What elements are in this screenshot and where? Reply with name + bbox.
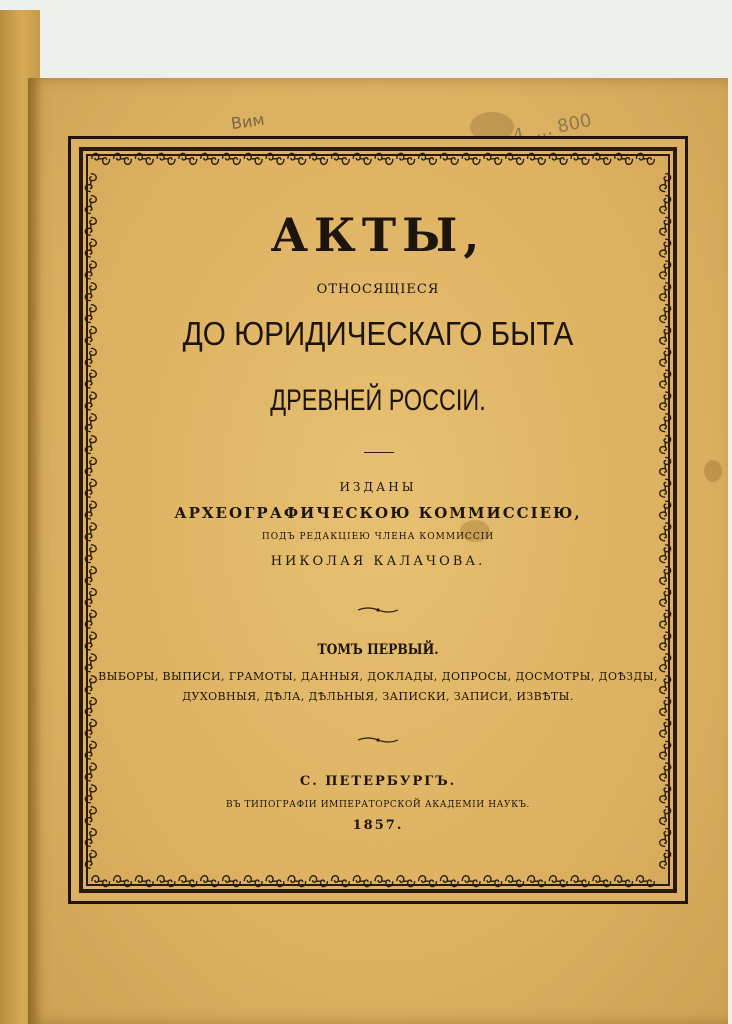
title-line-1: ДО ЮРИДИЧЕСКАГО БЫТА — [182, 315, 574, 352]
imprint-city: С. ПЕТЕРБУРГЪ. — [299, 774, 457, 789]
editor-name: НИКОЛАЯ КАЛАЧОВА. — [270, 554, 486, 569]
editor-note: ПОДЪ РЕДАКЦІЕЮ ЧЛЕНА КОММИССІИ — [261, 532, 495, 542]
imprint-printer: ВЪ ТИПОГРАФІИ ИМПЕРАТОРСКОЙ АКАДЕМІИ НАУКЪ. — [226, 800, 530, 810]
title-subtitle: ОТНОСЯЩІЕСЯ — [316, 282, 440, 297]
imprint-year: 1857. — [352, 818, 404, 833]
pencil-annotation-left: Вим — [229, 109, 266, 134]
flourish-divider — [358, 606, 398, 614]
commission-name: АРХЕОГРАФИЧЕСКОЮ КОММИССІЕЮ, — [174, 504, 582, 522]
foxing-stain — [704, 460, 722, 482]
divider-rule — [364, 452, 394, 453]
volume-label: ТОМЪ ПЕРВЫЙ. — [317, 642, 439, 658]
title-page-content — [96, 170, 660, 880]
pencil-annotation-right: 4. ... 800 — [510, 109, 594, 148]
page-gutter-shadow — [28, 78, 42, 1024]
main-title: АКТЫ, — [270, 208, 486, 262]
flourish-divider — [358, 736, 398, 744]
title-line-2: ДРЕВНЕЙ РОССІИ. — [270, 384, 486, 417]
published-label: ИЗДАНЫ — [339, 480, 417, 494]
contents-line-2: ДУХОВНЫЯ, ДѢЛА, ДѢЛЬНЫЯ, ЗАПИСКИ, ЗАПИСИ, ИЗВѢТЫ. — [182, 690, 574, 703]
contents-line-1: ВЫБОРЫ, ВЫПИСИ, ГРАМОТЫ, ДАННЫЯ, ДОКЛАДЫ, ДОПРОСЫ, ДОСМОТРЫ, ДОѢЗДЫ, — [98, 670, 658, 683]
